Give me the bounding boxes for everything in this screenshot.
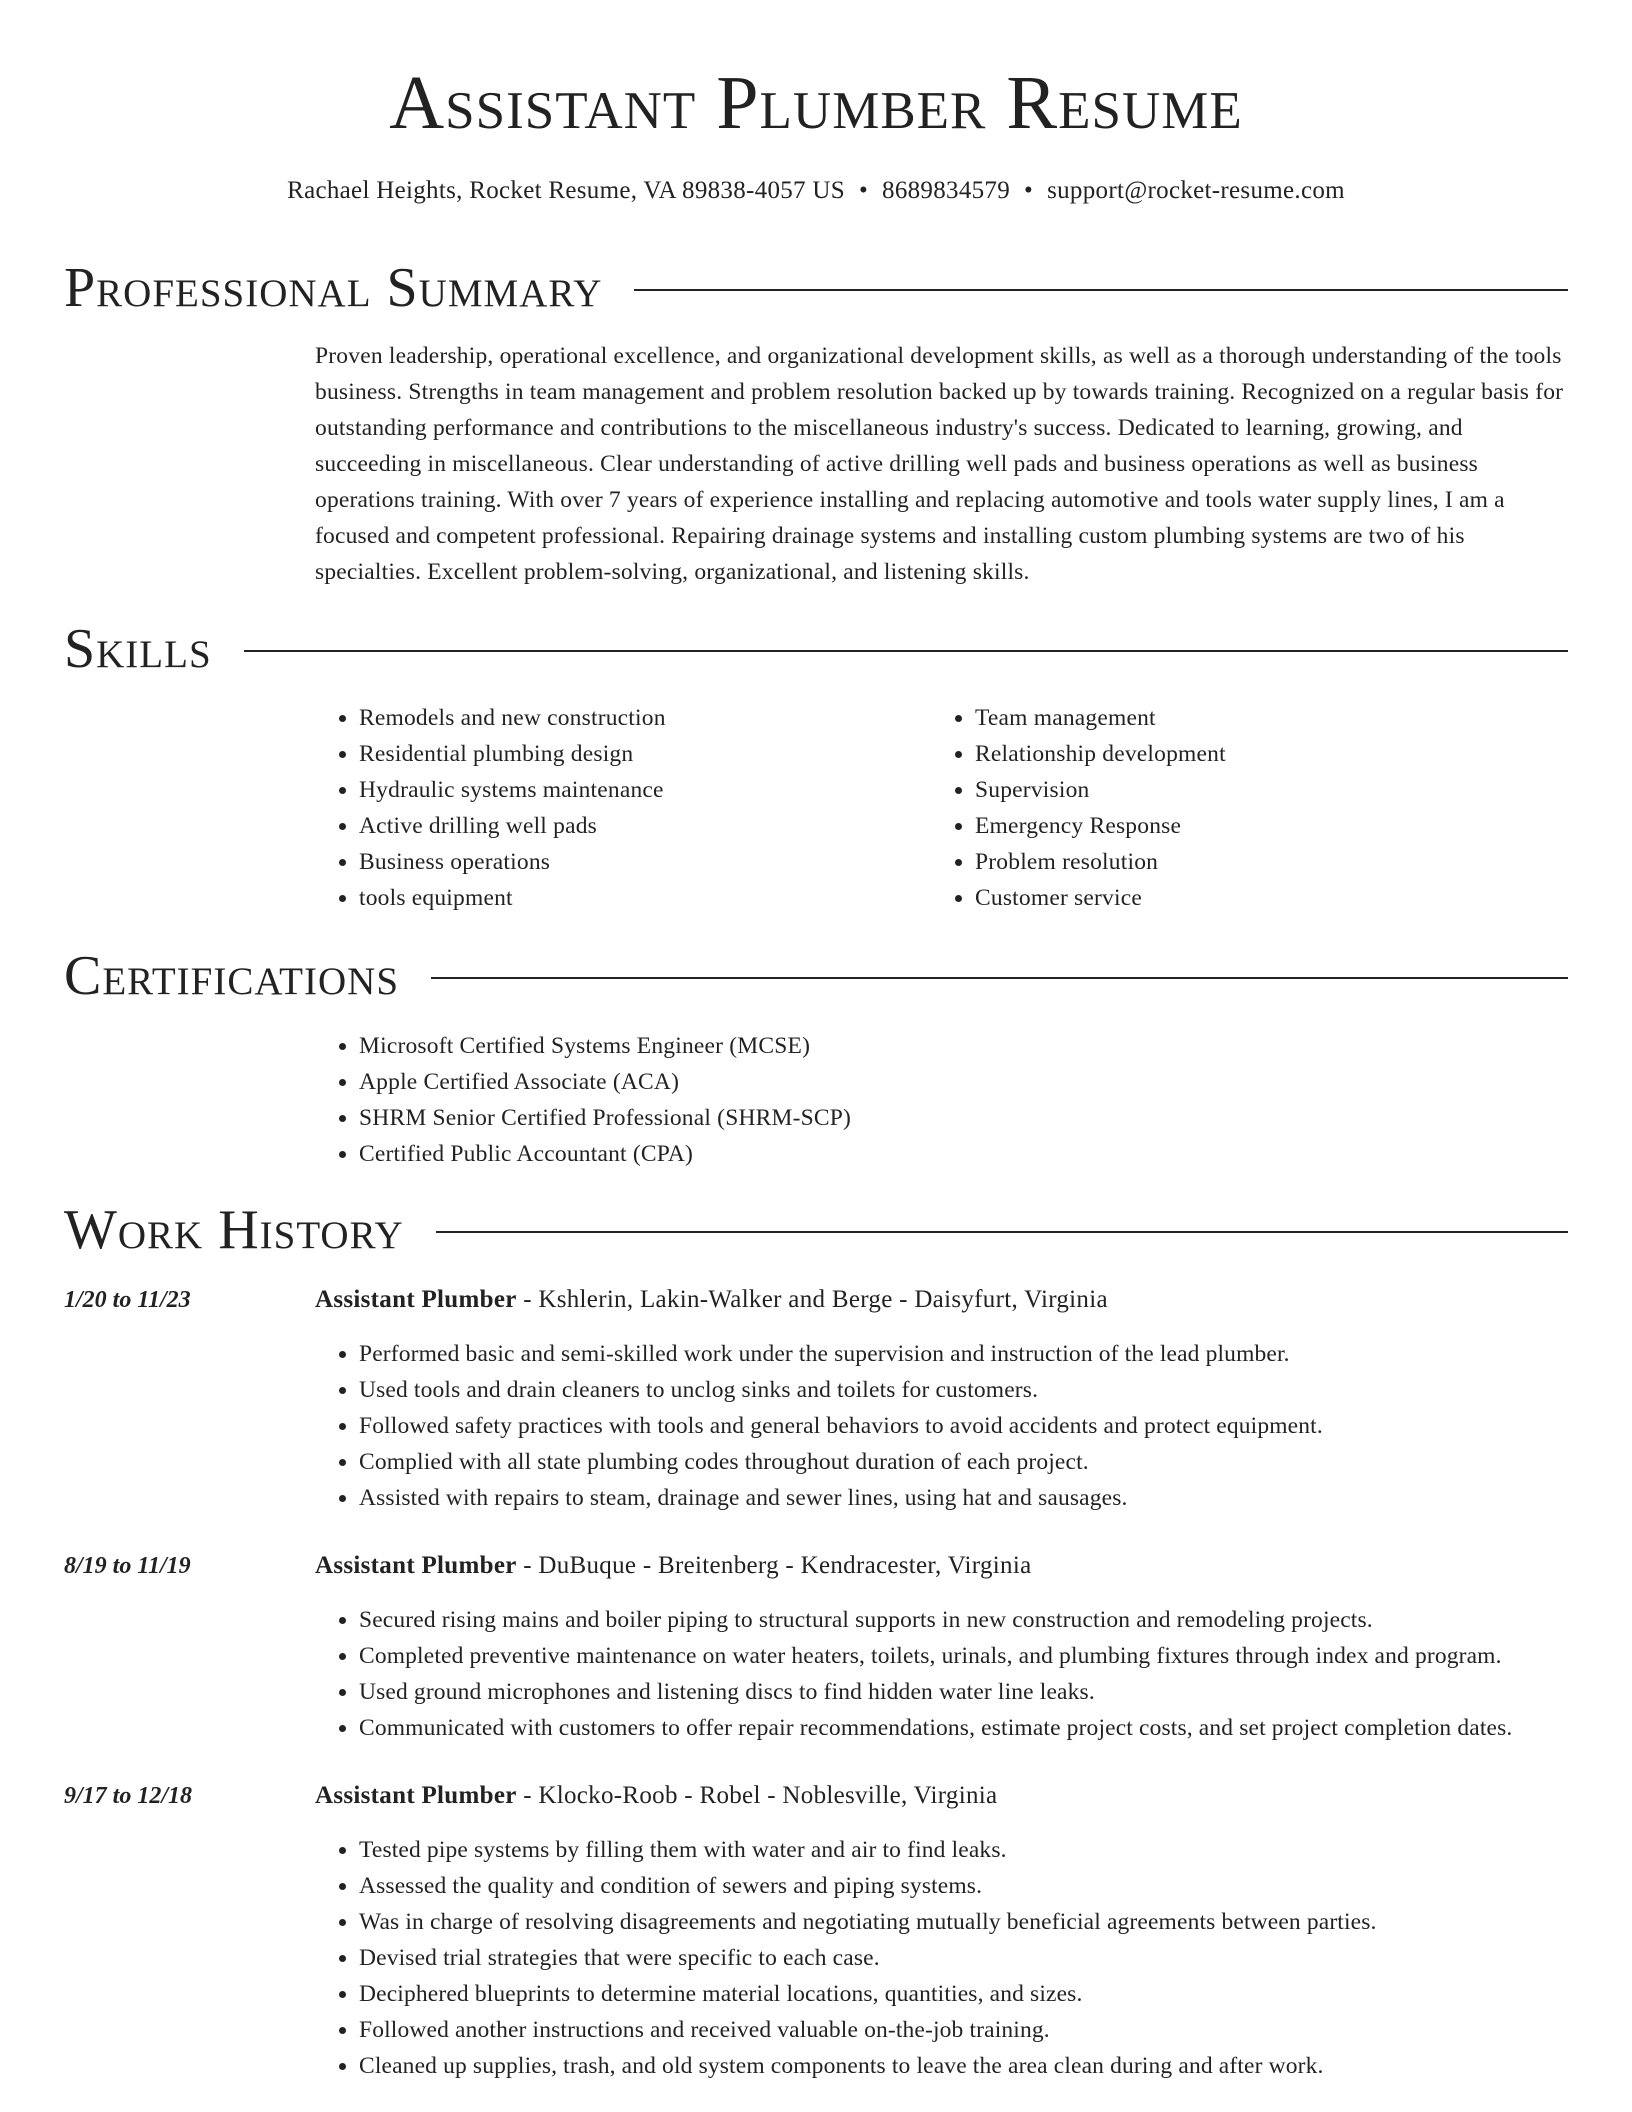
job-role: Assistant Plumber (315, 1286, 517, 1313)
certification-item: • Apple Certified Associate (ACA) (359, 1064, 1215, 1100)
job-duties (315, 1832, 1575, 2084)
job-duty-item: • Assessed the quality and condition of sewers and piping systems. (359, 1868, 1575, 1904)
job-duties (315, 1602, 1575, 1746)
skills-list-left (315, 700, 875, 916)
contact-separator: • (1024, 177, 1034, 204)
skills-column-left (315, 700, 875, 916)
skills-column-right (931, 700, 1491, 916)
skill-item: • Relationship development (975, 736, 1491, 772)
contact-phone: 8689834579 (882, 177, 1011, 204)
job-duty-item: • Was in charge of resolving disagreements and negotiating mutually beneficial agreements between parties. (359, 1904, 1575, 1940)
skill-item: • Customer service (975, 880, 1491, 916)
job-heading (315, 1548, 1567, 1584)
certification-item: • Microsoft Certified Systems Engineer (MCSE) (359, 1028, 1215, 1064)
job-duty-item: • Used tools and drain cleaners to unclog sinks and toilets for customers. (359, 1372, 1575, 1408)
job-duties-list (315, 1832, 1575, 2084)
job-duty-item: • Secured rising mains and boiler piping to structural supports in new construction and remodeling projects. (359, 1602, 1575, 1638)
skill-item: • Active drilling well pads (359, 808, 875, 844)
skill-item: • Team management (975, 700, 1491, 736)
certifications-heading: Certifications (64, 945, 400, 1007)
job-dates: 8/19 to 11/19 (64, 1553, 191, 1579)
certifications-block (315, 1028, 1215, 1172)
summary-text: Proven leadership, operational excellence, and organizational development skills, as well as a thorough understanding of the tools business. Strengths in team management and problem resolution backed up by towards training. Recognized on a regular basis for outstanding performance and contributions to the miscellaneous industry's success. Dedicated to learning, growing, and succeeding in miscellaneous. Clear understanding of active drilling well pads and business operations as well as business operations training. With over 7 years of experience installing and replacing automotive and tools water supply lines, I am a focused and competent professional. Repairing drainage systems and installing custom plumbing systems are two of his specialties. Excellent problem-solving, organizational, and listening skills. (315, 343, 1564, 585)
job-duty-item: • Followed safety practices with tools and general behaviors to avoid accidents and protect equipment. (359, 1408, 1575, 1444)
job-duty-item: • Cleaned up supplies, trash, and old system components to leave the area clean during and after work. (359, 2048, 1575, 2084)
job-dates: 1/20 to 11/23 (64, 1287, 191, 1313)
contact-line (0, 174, 1632, 208)
job-employer: - DuBuque - Breitenberg - Kendracester, Virginia (516, 1552, 1032, 1579)
skill-item: • Problem resolution (975, 844, 1491, 880)
section-divider (436, 1231, 1568, 1233)
certification-item: • SHRM Senior Certified Professional (SHRM-SCP) (359, 1100, 1215, 1136)
skill-item: • Supervision (975, 772, 1491, 808)
job-heading (315, 1282, 1567, 1318)
skill-item: • Business operations (359, 844, 875, 880)
job-role: Assistant Plumber (315, 1782, 517, 1809)
skill-item: • Emergency Response (975, 808, 1491, 844)
section-divider (244, 650, 1568, 652)
job-dates: 9/17 to 12/18 (64, 1783, 193, 1809)
job-employer: - Klocko-Roob - Robel - Noblesville, Virginia (516, 1782, 998, 1809)
section-divider (634, 289, 1568, 291)
job-duty-item: • Performed basic and semi-skilled work under the supervision and instruction of the lead plumber. (359, 1336, 1575, 1372)
certifications-list (315, 1028, 1215, 1172)
section-divider (431, 977, 1568, 979)
job-role: Assistant Plumber (315, 1552, 517, 1579)
job-duty-item: • Complied with all state plumbing codes throughout duration of each project. (359, 1444, 1575, 1480)
summary-section-header (64, 256, 1568, 320)
contact-email: support@rocket-resume.com (1047, 177, 1345, 204)
skill-item: • tools equipment (359, 880, 875, 916)
job-duty-item: • Deciphered blueprints to determine material locations, quantities, and sizes. (359, 1976, 1575, 2012)
skill-item: • Residential plumbing design (359, 736, 875, 772)
certifications-section-header (64, 944, 1568, 1008)
contact-address: Rachael Heights, Rocket Resume, VA 89838-4057 US (287, 177, 845, 204)
job-duty-item: • Completed preventive maintenance on water heaters, toilets, urinals, and plumbing fixtures through index and program. (359, 1638, 1575, 1674)
job-duty-item: • Devised trial strategies that were specific to each case. (359, 1940, 1575, 1976)
certification-item: • Certified Public Accountant (CPA) (359, 1136, 1215, 1172)
job-heading (315, 1778, 1567, 1814)
job-duties-list (315, 1336, 1575, 1516)
contact-separator: • (858, 177, 869, 204)
job-employer: - Kshlerin, Lakin-Walker and Berge - Daisyfurt, Virginia (516, 1286, 1108, 1313)
job-duty-item: • Communicated with customers to offer repair recommendations, estimate project costs, and set project completion dates. (359, 1710, 1575, 1746)
job-duties (315, 1336, 1575, 1516)
job-duty-item: • Followed another instructions and received valuable on-the-job training. (359, 2012, 1575, 2048)
job-duty-item: • Assisted with repairs to steam, drainage and sewer lines, using hat and sausages. (359, 1480, 1575, 1516)
summary-heading: Professional Summary (64, 257, 603, 319)
skill-item: • Hydraulic systems maintenance (359, 772, 875, 808)
work-history-section-header (64, 1198, 1568, 1262)
page-title: Assistant Plumber Resume (389, 61, 1243, 145)
job-duty-item: • Tested pipe systems by filling them with water and air to find leaks. (359, 1832, 1575, 1868)
skills-list-right (931, 700, 1491, 916)
work-history-heading: Work History (64, 1199, 404, 1261)
skill-item: • Remodels and new construction (359, 700, 875, 736)
skills-section-header (64, 617, 1568, 681)
job-duty-item: • Used ground microphones and listening discs to find hidden water line leaks. (359, 1674, 1575, 1710)
skills-heading: Skills (64, 618, 212, 680)
job-duties-list (315, 1602, 1575, 1746)
